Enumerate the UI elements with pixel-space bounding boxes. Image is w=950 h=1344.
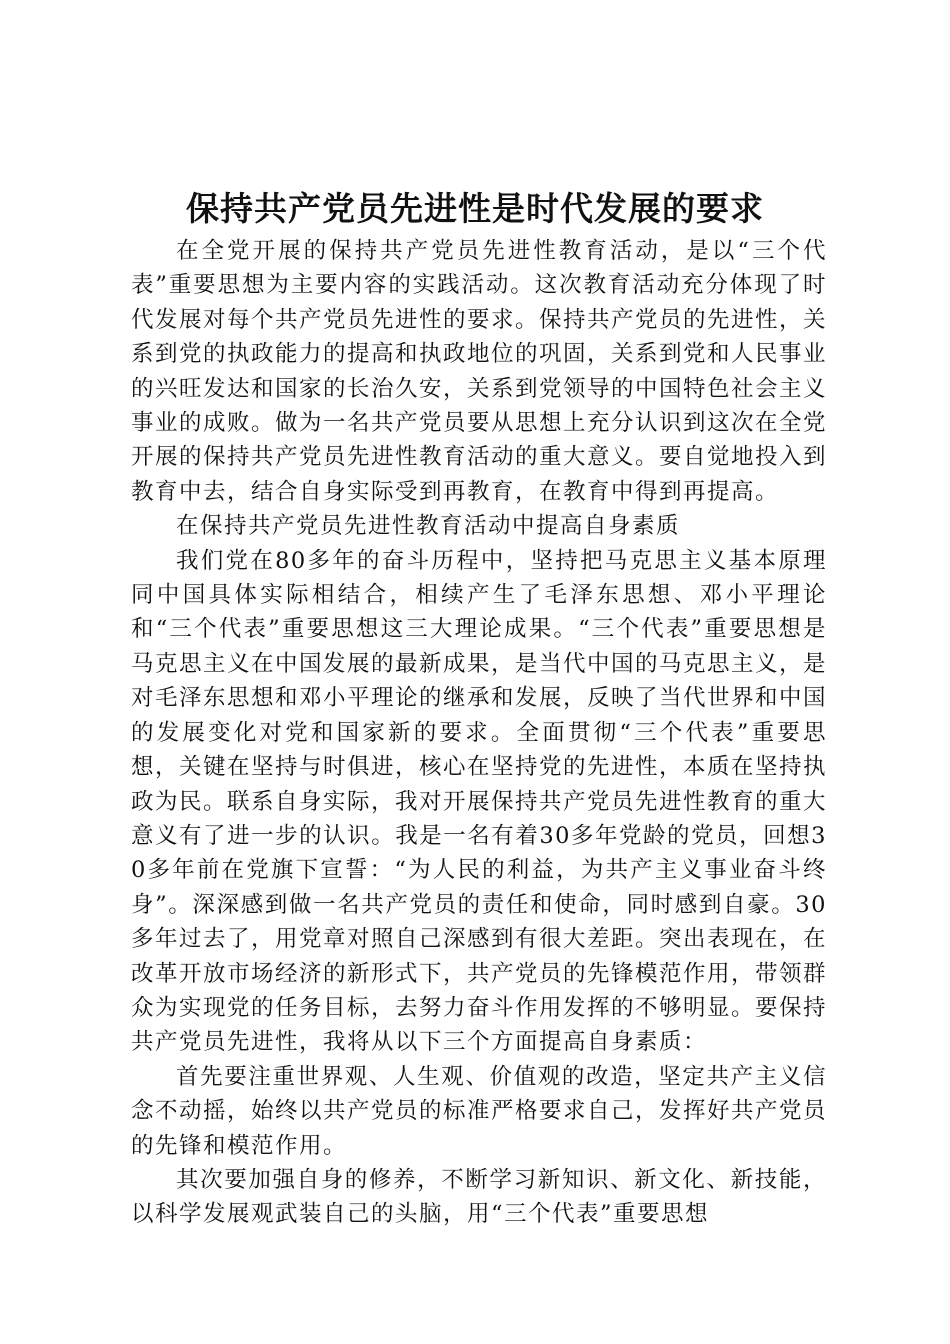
section-heading: 在保持共产党员先进性教育活动中提高自身素质 (176, 513, 681, 540)
document-title: 保持共产党员先进性是时代发展的要求 (186, 189, 764, 228)
paragraph-first-point: 首先要注重世界观、人生观、价值观的改造，坚定共产主义信念不动摇，始终以共产党员的标准严格要求自己，发挥好共产党员的先锋和模范作用。 (131, 1063, 828, 1159)
document-body (131, 234, 827, 1232)
paragraph-second-point: 其次要加强自身的修养，不断学习新知识、新文化、新技能，以科学发展观武装自己的头脑，用“三个代表”重要思想 (131, 1166, 827, 1228)
paragraph-intro: 在全党开展的保持共产党员先进性教育活动，是以“三个代表”重要思想为主要内容的实践活动。这次教育活动充分体现了时代发展对每个共产党员先进性的要求。保持共产党员的先进性，关系到党的执政能力的提高和执政地位的巩固，关系到党和人民事业的兴旺发达和国家的长治久安，关系到党领导的中国特色社会主义事业的成败。做为一名共产党员要从思想上充分认识到这次在全党开展的保持共产党员先进性教育活动的重大意义。要自觉地投入到教育中去，结合自身实际受到再教育，在教育中得到再提高。 (131, 238, 828, 505)
paragraph-theory: 我们党在80多年的奋斗历程中，坚持把马克思主义基本原理同中国具体实际相结合，相续产生了毛泽东思想、邓小平理论和“三个代表”重要思想这三大理论成果。“三个代表”重要思想是马克思主义在中国发展的最新成果，是当代中国的马克思主义，是对毛泽东思想和邓小平理论的继承和发展，反映了当代世界和中国的发展变化对党和国家新的要求。全面贯彻“三个代表”重要思想，关键在坚持与时俱进，核心在坚持党的先进性，本质在坚持执政为民。联系自身实际，我对开展保持共产党员先进性教育的重大意义有了进一步的认识。我是一名有着30多年党龄的党员，回想30多年前在党旗下宣誓：“为人民的利益，为共产主义事业奋斗终身”。深深感到做一名共产党员的责任和使命，同时感到自豪。30多年过去了，用党章对照自己深感到有很大差距。突出表现在，在改革开放市场经济的新形式下，共产党员的先锋模范作用，带领群众为实现党的任务目标，去努力奋斗作用发挥的不够明显。要保持共产党员先进性，我将从以下三个方面提高自身素质： (131, 547, 828, 1056)
